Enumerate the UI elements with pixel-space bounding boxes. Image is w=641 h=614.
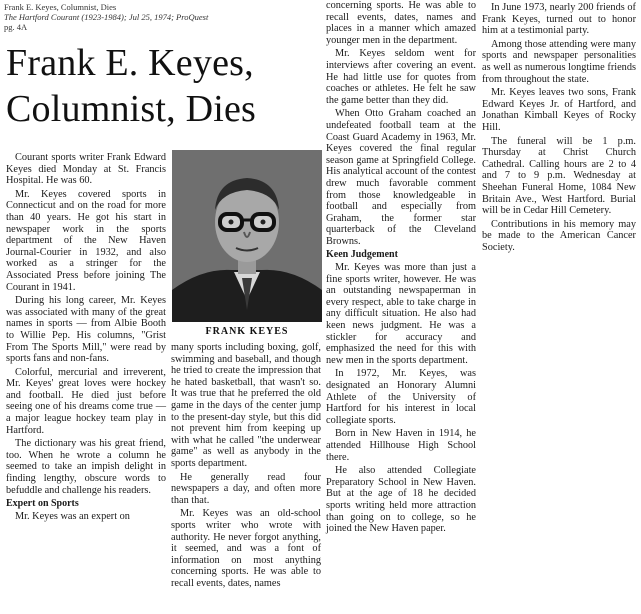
citation-page: pg. 4A — [4, 22, 28, 32]
article-paragraph: In 1972, Mr. Keyes, was designated an Honorary Alumni Athlete of the University of Hartford for his interest in local collegiate sports. — [326, 368, 476, 426]
citation-source: The Hartford Courant (1923-1984); Jul 25, 1974; ProQuest — [4, 12, 209, 22]
article-paragraph: Mr. Keyes was an expert on — [15, 510, 130, 522]
article-paragraph: During his long career, Mr. Keyes was associated with many of the great names in sports — from Albie Booth to Willie Pep. His columns, "Grist From The Sports Mill," were read by sports fans and non-fans. — [6, 295, 166, 365]
portrait-photo — [172, 150, 322, 322]
article-paragraph: He generally read four newspapers a day, and often more than that. — [171, 471, 321, 506]
article-paragraph: He also attended Collegiate Preparatory School in New Haven. But at the age of 18 he decided sports writing held more attraction than going on to college, so he joined the New Haven paper. — [326, 465, 476, 535]
article-column-4 — [482, 2, 636, 255]
article-paragraph: Born in New Haven in 1914, he attended Hillhouse High School there. — [326, 428, 476, 463]
article-paragraph: Mr. Keyes was more than just a fine sports writer, however. He was an outstanding newspaperman in every respect, able to take charge in any difficult situation. He also had keen news judgment. He was a stickler for accuracy and emphasized the need for this with new men in the sports department. — [326, 262, 476, 366]
portrait-illustration — [172, 150, 322, 322]
article-column-3 — [326, 0, 476, 537]
article-paragraph: When Otto Graham coached an undefeated football team at the Coast Guard Academy in 1963, Mr. Keyes covered the final regular season game at Springfield College. His analytical account of the contest drew much favorable comment from those knowledgeable in football and especially from Graham, the former star quarterback of the Cleveland Browns. — [326, 108, 476, 247]
headline-line-2: Columnist, Dies — [6, 88, 257, 130]
article-paragraph: Colorful, mercurial and irreverent, Mr. Keyes' great loves were hockey and football. He died just before seeing one of his dreams come true — a major league hockey team play in Hartford. — [6, 366, 166, 436]
article-paragraph: Mr. Keyes covered sports in Connecticut and on the road for more than 40 years. He got his start in newspaper work in the sports department of the New Haven Journal-Courier in 1932, and also worked as a stringer for the Associated Press before joining The Courant in 1941. — [6, 188, 166, 293]
article-paragraph: Courant sports writer Frank Edward Keyes died Monday at St. Francis Hospital. He was 60. — [6, 152, 166, 187]
article-headline — [6, 40, 336, 132]
subheading: Expert on Sports — [6, 498, 79, 510]
article-paragraph: Among those attending were many sports and newspaper personalities as well as numerous longtime friends from throughout the state. — [482, 38, 636, 85]
subheading: Keen Judgement — [326, 249, 398, 261]
article-paragraph: Mr. Keyes seldom went for interviews after covering an event. He had little use for quotes from coaches or athletes. He felt he saw the game better than they did. — [326, 48, 476, 106]
article-paragraph: In June 1973, nearly 200 friends of Frank Keyes, turned out to honor him at a testimonial party. — [482, 2, 636, 37]
article-paragraph: Mr. Keyes was an old-school sports writer who wrote with authority. He never forgot anything, it seemed, and was a font of information on most anything concerning sports. He was able to recall events, dates, names — [171, 508, 321, 589]
article-paragraph: Mr. Keyes leaves two sons, Frank Edward Keyes Jr. of Hartford, and Jonathan Kimball Keyes of Rocky Hill. — [482, 87, 636, 133]
citation-header — [4, 2, 234, 32]
article-paragraph: The dictionary was his great friend, too. When he wrote a column he seemed to take an impish delight in finding lengthy, obscure words to befuddle and challenge his readers. — [6, 438, 166, 496]
citation-title: Frank E. Keyes, Columnist, Dies — [4, 2, 117, 12]
photo-caption: FRANK KEYES — [205, 326, 289, 337]
headline-line-1: Frank E. Keyes, — [6, 42, 254, 84]
article-column-1 — [6, 152, 166, 524]
article-paragraph: many sports including boxing, golf, swimming and baseball, and though he tried to create the impression that he hated basketball, that wasn't so. It was true that he preferred the old game in the days of the center jump to the present-day style, but this did not prevent him from keeping up with what he called "the underwear game" as well as anybody in the sports department. — [171, 342, 321, 469]
article-paragraph: Contributions in his memory may be made to the American Cancer Society. — [482, 218, 636, 253]
article-column-2 — [171, 342, 321, 591]
article-paragraph: concerning sports. He was able to recall events, dates, names and places in a manner which amazed younger men in the department. — [326, 0, 476, 46]
article-paragraph: The funeral will be 1 p.m. Thursday at Christ Church Cathedral. Calling hours are 2 to 4 and 7 to 9 p.m. Wednesday at Sheehan Funeral Home, 1084 New Britain Ave., West Hartford. Burial will be in Cedar Hill Cemetery. — [482, 135, 636, 217]
